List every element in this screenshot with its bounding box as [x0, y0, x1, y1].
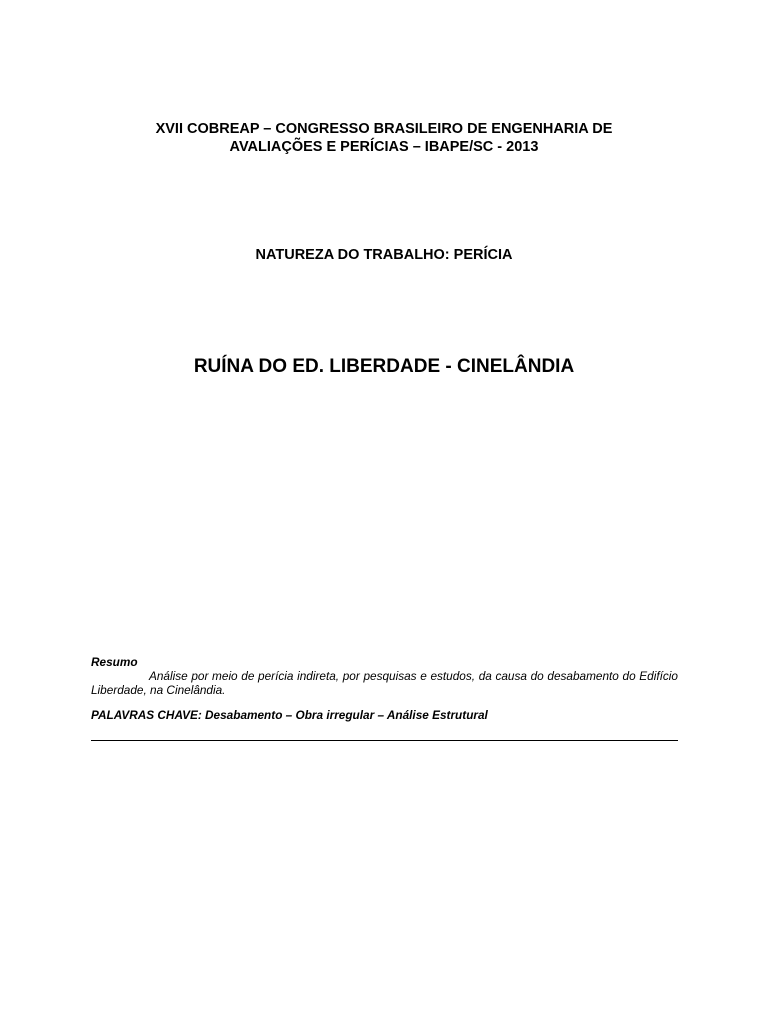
work-nature: NATUREZA DO TRABALHO: PERÍCIA: [255, 247, 513, 263]
abstract-section: [91, 655, 678, 722]
conference-header-line-1: XVII COBREAP – CONGRESSO BRASILEIRO DE ENGENHARIA DE: [155, 121, 613, 137]
horizontal-divider: [91, 740, 678, 741]
keywords: PALAVRAS CHAVE: Desabamento – Obra irregular – Análise Estrutural: [91, 708, 488, 722]
abstract-heading: Resumo: [91, 655, 138, 669]
conference-header: [0, 120, 768, 156]
conference-header-line-2: AVALIAÇÕES E PERÍCIAS – IBAPE/SC - 2013: [229, 139, 539, 155]
document-title: RUÍNA DO ED. LIBERDADE - CINELÂNDIA: [193, 356, 575, 377]
abstract-body: Análise por meio de perícia indireta, por pesquisas e estudos, da causa do desabamento do Edifício Liberdade, na Cinelândia.: [91, 669, 678, 697]
